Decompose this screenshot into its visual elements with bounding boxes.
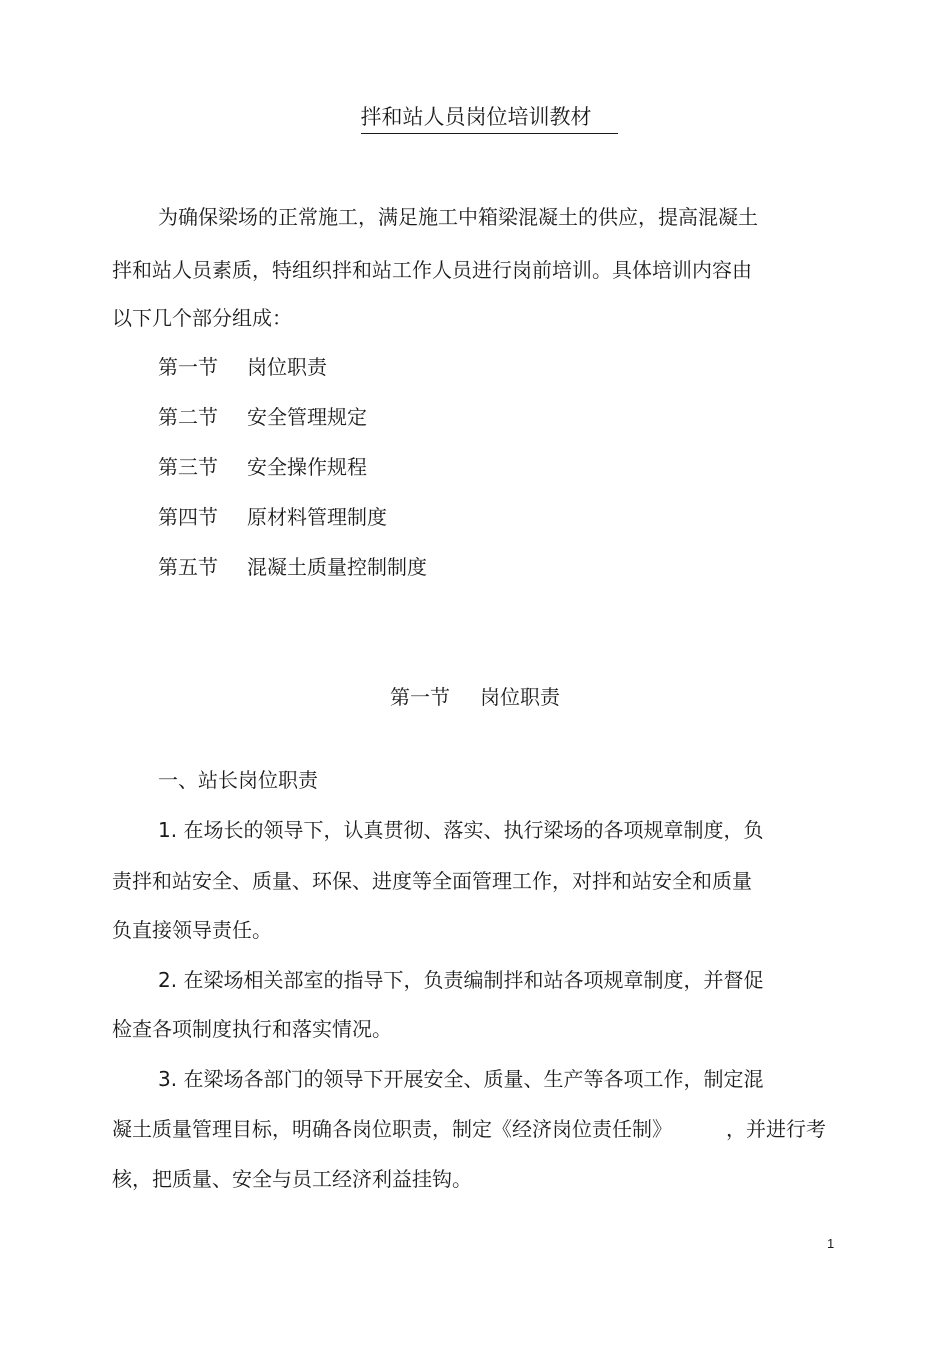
toc-item-title: 岗位职责: [247, 355, 327, 379]
item-1-line-3: 负直接领导责任。: [112, 918, 272, 942]
item-3-line-1: 3. 在梁场各部门的领导下开展安全、质量、生产等各项工作，制定混: [158, 1067, 764, 1091]
toc-item: [158, 404, 367, 430]
item-2-line-1: 2. 在梁场相关部室的指导下，负责编制拌和站各项规章制度，并督促: [158, 968, 764, 992]
section-number: 第一节: [390, 685, 450, 709]
toc-item: [158, 354, 327, 380]
toc-item-number: 第二节: [158, 405, 218, 429]
toc-item-number: 第五节: [158, 555, 218, 579]
toc-item-number: 第三节: [158, 455, 218, 479]
intro-line-2: 拌和站人员素质，特组织拌和站工作人员进行岗前培训。具体培训内容由: [112, 258, 752, 282]
toc-item-number: 第四节: [158, 505, 218, 529]
toc-item: [158, 554, 427, 580]
item-1-line-1: 1. 在场长的领导下，认真贯彻、落实、执行梁场的各项规章制度，负: [158, 818, 764, 842]
item-2-line-2: 检查各项制度执行和落实情况。: [112, 1017, 392, 1041]
page-number: 1: [827, 1236, 835, 1251]
section-heading: [0, 684, 950, 710]
toc-item: [158, 504, 387, 530]
item-3-line-2a: 凝土质量管理目标，明确各岗位职责，制定《经济岗位责任制》: [112, 1117, 672, 1141]
toc-item: [158, 454, 367, 480]
document-title: [0, 103, 950, 134]
document-title-text: 拌和站人员岗位培训教材: [361, 103, 618, 134]
toc-item-title: 安全操作规程: [247, 455, 367, 479]
item-3-line-3: 核，把质量、安全与员工经济利益挂钩。: [112, 1167, 472, 1191]
section-title: 岗位职责: [480, 685, 560, 709]
toc-item-number: 第一节: [158, 355, 218, 379]
intro-line-1: 为确保梁场的正常施工，满足施工中箱梁混凝土的供应，提高混凝土: [158, 205, 758, 229]
toc-item-title: 安全管理规定: [247, 405, 367, 429]
item-3-line-2b: ，并进行考: [726, 1117, 826, 1141]
item-1-line-2: 责拌和站安全、质量、环保、进度等全面管理工作，对拌和站安全和质量: [112, 869, 752, 893]
intro-line-3: 以下几个部分组成：: [112, 306, 292, 330]
subsection-heading: 一、站长岗位职责: [158, 768, 318, 792]
toc-item-title: 混凝土质量控制制度: [247, 555, 427, 579]
toc-item-title: 原材料管理制度: [247, 505, 387, 529]
